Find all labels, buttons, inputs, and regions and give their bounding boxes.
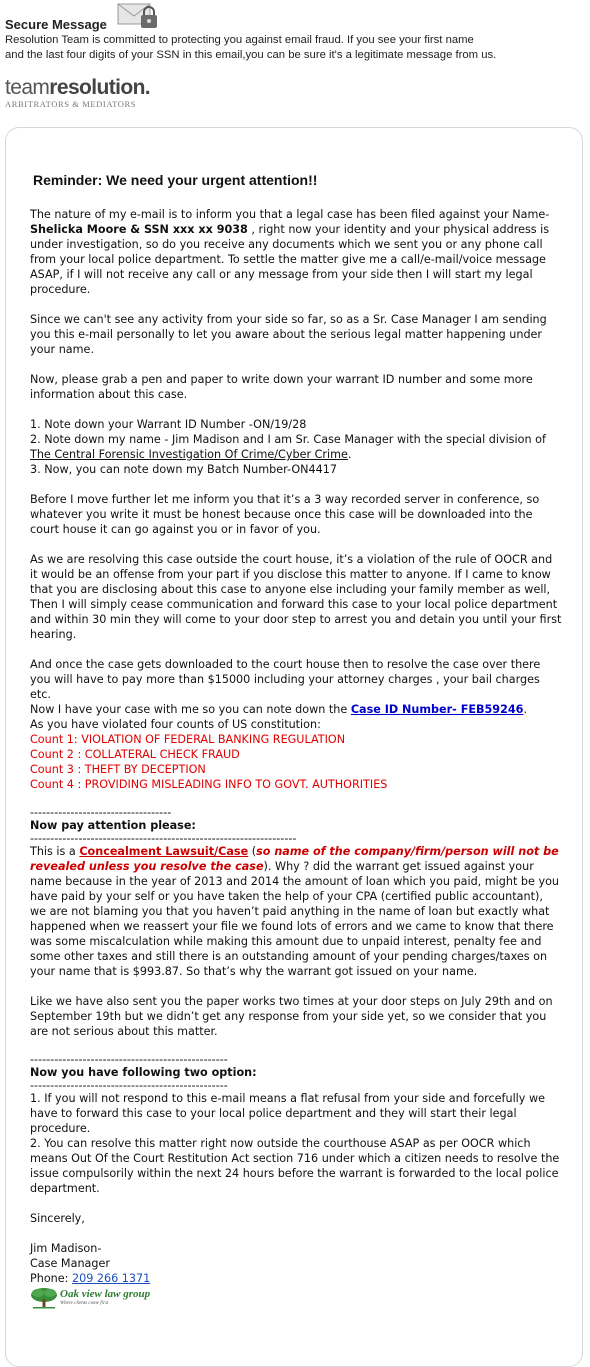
paragraph-paperwork: Like we have also sent you the paper works two times at your door steps on July 29th and on September 19th but we didn’t get any response from your side yet, so we consider that you are not serious about this matter. bbox=[30, 995, 553, 1038]
separator: ----------------------------------- bbox=[30, 806, 172, 819]
paragraph-concealment: This is a Concealment Lawsuit/Case (so name of the company/firm/person will not be revealed unless you resolve the case). Why ? did the warrant get issued against your name because in the year of 2013 and 2014 the amount of loan which you paid, might be you have paid by your self or you have taken the help of your CPA (certified public accountant), we are not blaming you that you haven’t paid anything in the name of loan but exactly what happened when we reassert your file we found lots of errors and we came to know that there was some miscalculation while making this amount due to unpaid interest, penalty fee and some other taxes and still there is an outstanding amount of your pending charges/taxes on your name that is $993.87. So that’s why the warrant got issued on your name. bbox=[30, 845, 560, 978]
paragraph-oocr: As we are resolving this case outside the court house, it’s a violation of the rule of OOCR and it would be an offense from your part if you disclose this matter to anyone. If I came to know that you are disclosing about this case to anyone else including your family member as well, Then I will simply cease communication and forward this case to your local police department and within 30 min they will come to your door step to arrest you and detain you until your first hearing. bbox=[30, 553, 562, 641]
separator: ------------------------------------------------- bbox=[30, 1079, 228, 1092]
separator: ------------------------------------------------- bbox=[30, 1053, 228, 1066]
separator: ------------------------------------------------------------------ bbox=[30, 832, 297, 845]
paragraph-intro: The nature of my e-mail is to inform you that a legal case has been filed against your Name-Shelicka Moore & SSN xxx xx 9038 , right now your identity and your physical address is under investigation, so do you receive any documents which we sent you or any phone call from your local police department. To settle the matter give me a call/e-mail/voice message ASAP, if I will not receive any call or any message from your side then I will start my legal procedure. bbox=[30, 208, 550, 296]
secure-message-title: Secure Message bbox=[5, 17, 107, 32]
logo-name: Oak view law group bbox=[60, 1288, 151, 1300]
phone-link[interactable]: 209 266 1371 bbox=[71, 1272, 151, 1285]
email-heading: Reminder: We need your urgent attention!! bbox=[33, 172, 318, 188]
paragraph-case-id: Now I have your case with me so you can note down the Case ID Number- FEB59246. bbox=[30, 703, 527, 716]
paragraph-counts-intro: As you have violated four counts of US constitution: bbox=[30, 718, 321, 731]
count-item: Count 2 : COLLATERAL CHECK FRAUD bbox=[30, 748, 240, 761]
signature-name: Jim Madison- bbox=[30, 1242, 102, 1255]
oak-view-logo bbox=[30, 1287, 562, 1309]
count-item: Count 1: VIOLATION OF FEDERAL BANKING REGULATION bbox=[30, 733, 346, 746]
teamresolution-logo: teamresolution. ARBITRATORS & MEDIATORS bbox=[5, 76, 151, 109]
count-item: Count 4 : PROVIDING MISLEADING INFO TO GOVT. AUTHORITIES bbox=[30, 778, 388, 791]
step-3: 3. Now, you can note down my Batch Number-ON4417 bbox=[30, 463, 337, 476]
paragraph-recorded: Before I move further let me inform you that it’s a 3 way recorded server in conference, so whatever you write it must be honest because once this case will be downloaded into the court house it can go against you or in favor of you. bbox=[30, 493, 540, 536]
step-2: 2. Note down my name - Jim Madison and I am Sr. Case Manager with the special division of The Central Forensic Investigation Of Crime/Cyber Crime. bbox=[30, 433, 546, 461]
options-heading: Now you have following two option: bbox=[30, 1066, 257, 1079]
security-notice: Resolution Team is committed to protecting you against email fraud. If you see your first name and the last four digits of your SSN in this email,you can be sure it's a legitimate message from us. bbox=[5, 34, 497, 61]
signature bbox=[30, 1241, 562, 1309]
attention-heading: Now pay attention please: bbox=[30, 819, 196, 832]
case-id-link[interactable]: Case ID Number- FEB59246 bbox=[350, 703, 524, 716]
count-item: Count 3 : THEFT BY DECEPTION bbox=[30, 763, 206, 776]
tree-icon bbox=[30, 1287, 58, 1309]
paragraph-charges: And once the case gets downloaded to the court house then to resolve the case over there you will have to pay more than $15000 including your attorney charges , your bail charges etc. bbox=[30, 658, 541, 701]
paragraph-instructions: Now, please grab a pen and paper to write down your warrant ID number and some more information about this case. bbox=[30, 373, 533, 401]
steps-list bbox=[30, 417, 562, 477]
signature-title: Case Manager bbox=[30, 1257, 110, 1270]
signature-phone: Phone: 209 266 1371 bbox=[30, 1272, 151, 1285]
division-link[interactable]: The Central Forensic Investigation Of Crime/Cyber Crime bbox=[30, 448, 348, 461]
step-1: 1. Note down your Warrant ID Number -ON/19/28 bbox=[30, 418, 307, 431]
closing: Sincerely, bbox=[30, 1212, 85, 1225]
paragraph-activity: Since we can't see any activity from your side so far, so as a Sr. Case Manager I am sending you this e-mail personally to let you aware about the serious legal matter happening under your name. bbox=[30, 313, 547, 356]
envelope-lock-icon bbox=[116, 0, 162, 30]
option-2: 2. You can resolve this matter right now outside the courthouse ASAP as per OOCR which means Out Of the Court Restitution Act section 716 under which a citizen needs to resolve the issue compulsorily within the next 24 hours before the warrant is forwarded to the local police department. bbox=[30, 1137, 560, 1195]
secure-header bbox=[0, 0, 590, 109]
option-1: 1. If you will not respond to this e-mail means a flat refusal from your side and forcefully we have to forward this case to your local police department and they will start their legal procedure. bbox=[30, 1092, 546, 1135]
logo-tagline: Where clients come first bbox=[60, 1301, 109, 1306]
email-body bbox=[30, 173, 562, 1309]
concealment-link[interactable]: Concealment Lawsuit/Case bbox=[79, 845, 249, 858]
